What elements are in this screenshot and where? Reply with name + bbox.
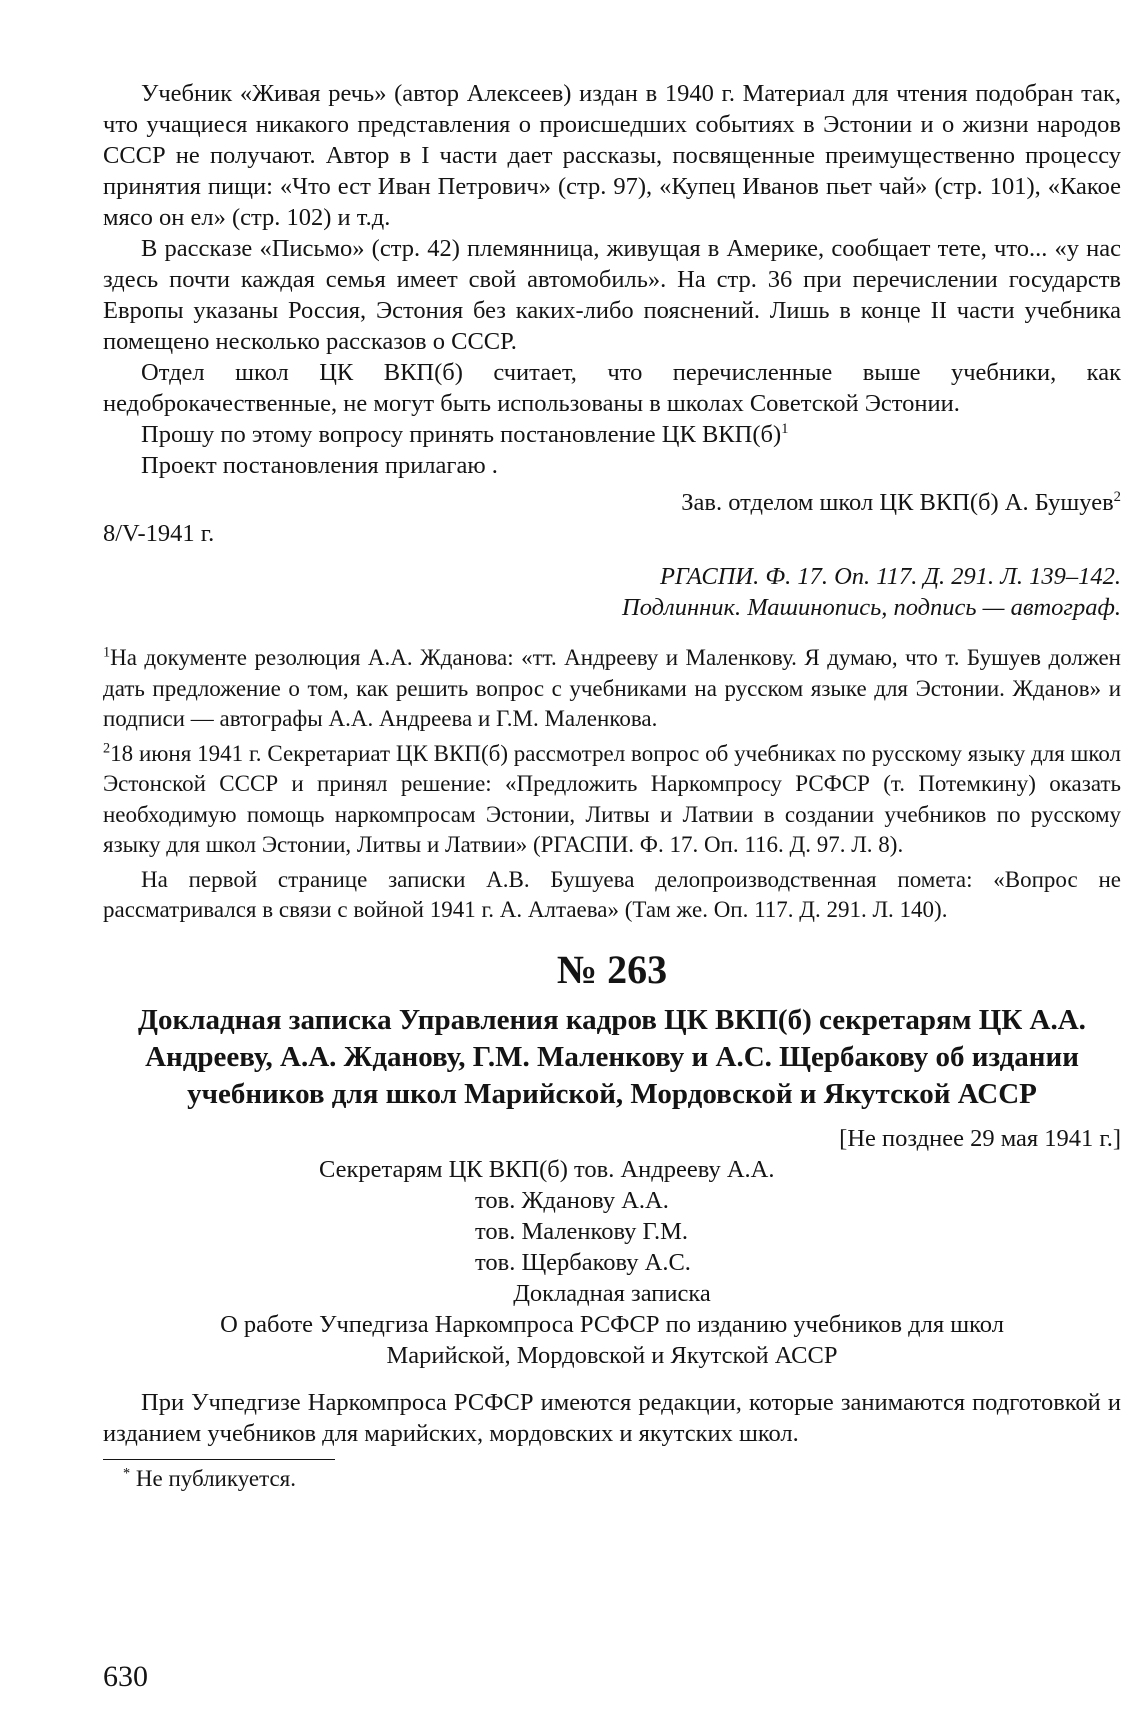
paragraph-textbook-living-speech: Учебник «Живая речь» (автор Алексеев) издан в 1940 г. Материал для чтения подобран так, что учащиеся никакого представления о происшедших событиях в Эстонии и о жизни народов СССР не получают. Автор в I части дает рассказы, посвященные преимущественно процессу принятия пищи: «Что ест Иван Петрович» (стр. 97), «Купец Иванов пьет чай» (стр. 101), «Какое мясо он ел» (стр. 102) и т.д. bbox=[103, 80, 1121, 231]
paragraph-uchpedgiz: При Учпедгизе Наркомпроса РСФСР имеются редакции, которые занимаются подготовкой и изданием учебников для марийских, мордовских и якутских школ. bbox=[103, 1388, 1121, 1447]
addressee-1: Секретарям ЦК ВКП(б) тов. Андрееву А.А. bbox=[319, 1155, 775, 1183]
footnote-2 bbox=[103, 739, 1121, 861]
document-number: № 263 bbox=[556, 946, 668, 992]
addressee-2: тов. Жданову А.А. bbox=[475, 1186, 669, 1214]
document-dating: [Не позднее 29 мая 1941 г.] bbox=[839, 1124, 1121, 1152]
footnote-ref-2: 2 bbox=[1113, 488, 1121, 505]
footnote-2-mark: 2 bbox=[103, 739, 111, 756]
footnote-2-text: 18 июня 1941 г. Секретариат ЦК ВКП(б) рассмотрел вопрос об учебниках по русскому языку для школ Эстонской СССР и принял решение: «Предложить Наркомпросу РСФСР (т. Потемкину) оказать необходимую помощь наркомпросам Эстонии, Литвы и Латвии в создании учебников по русскому языку для школ Эстонии, Литвы и Латвии» (РГАСПИ. Ф. 17. Оп. 116. Д. 97. Л. 8). bbox=[103, 740, 1121, 857]
footnote-star-text: Не публикуется. bbox=[130, 1465, 296, 1491]
signature bbox=[103, 487, 1121, 518]
note-subject-line-2: Марийской, Мордовской и Якутской АССР bbox=[386, 1341, 838, 1369]
paragraph-attachment: Проект постановления прилагаю . bbox=[141, 452, 498, 479]
document-date: 8/V-1941 г. bbox=[103, 520, 215, 547]
footnote-2-continued: На первой странице записки А.В. Бушуева делопроизводственная помета: «Вопрос не рассматривался в связи с войной 1941 г. А. Алтаева» (Там же. Оп. 117. Д. 291. Л. 140). bbox=[103, 866, 1121, 922]
note-label: Докладная записка bbox=[513, 1279, 711, 1307]
page-number: 630 bbox=[103, 1660, 148, 1693]
archive-source: РГАСПИ. Ф. 17. Оп. 117. Д. 291. Л. 139–142. bbox=[659, 563, 1121, 590]
signature-text: Зав. отделом школ ЦК ВКП(б) А. Бушуев bbox=[681, 489, 1114, 516]
addressees bbox=[103, 1154, 1121, 1278]
request-text: Прошу по этому вопросу принять постановление ЦК ВКП(б) bbox=[141, 421, 782, 448]
paragraph-schools-department: Отдел школ ЦК ВКП(б) считает, что перечисленные выше учебники, как недоброкачественные, не могут быть использованы в школах Советской Эстонии. bbox=[103, 359, 1121, 417]
footnote-1 bbox=[103, 643, 1121, 735]
archive-source-note: Подлинник. Машинопись, подпись — автограф. bbox=[622, 594, 1121, 621]
footnote-1-text: На документе резолюция А.А. Жданова: «тт. Андрееву и Маленкову. Я думаю, что т. Бушуев должен дать предложение о том, как решить вопрос с учебниками на русском языке для Эстонии. Жданов» и подписи — автографы А.А. Андреева и Г.М. Маленкова. bbox=[103, 645, 1121, 731]
footnote-ref-1: 1 bbox=[781, 420, 789, 437]
footnote-star-mark: * bbox=[123, 1464, 131, 1481]
paragraph-request bbox=[103, 419, 1121, 450]
page-content bbox=[103, 78, 1121, 1494]
footnote-divider bbox=[103, 1459, 335, 1460]
addressee-3: тов. Маленкову Г.М. bbox=[475, 1217, 688, 1245]
footnote-1-mark: 1 bbox=[103, 644, 111, 661]
note-subject-line-1: О работе Учпедгиза Наркомпроса РСФСР по изданию учебников для школ bbox=[220, 1310, 1004, 1338]
paragraph-letter-story: В рассказе «Письмо» (стр. 42) племянница, живущая в Америке, сообщает тете, что... «у нас здесь почти каждая семья имеет свой автомобиль». На стр. 36 при перечислении государств Европы указаны Россия, Эстония без каких-либо пояснений. Лишь в конце II части учебника помещено несколько рассказов о СССР. bbox=[103, 235, 1121, 355]
addressee-4: тов. Щербакову А.С. bbox=[475, 1248, 691, 1276]
document-title: Докладная записка Управления кадров ЦК ВКП(б) секретарям ЦК А.А. Андрееву, А.А. Жданову, Г.М. Маленкову и А.С. Щербакову об издании учебников для школ Марийской, Мордовской и Якутской АССР bbox=[138, 1003, 1086, 1110]
footnote-star bbox=[103, 1464, 1121, 1495]
